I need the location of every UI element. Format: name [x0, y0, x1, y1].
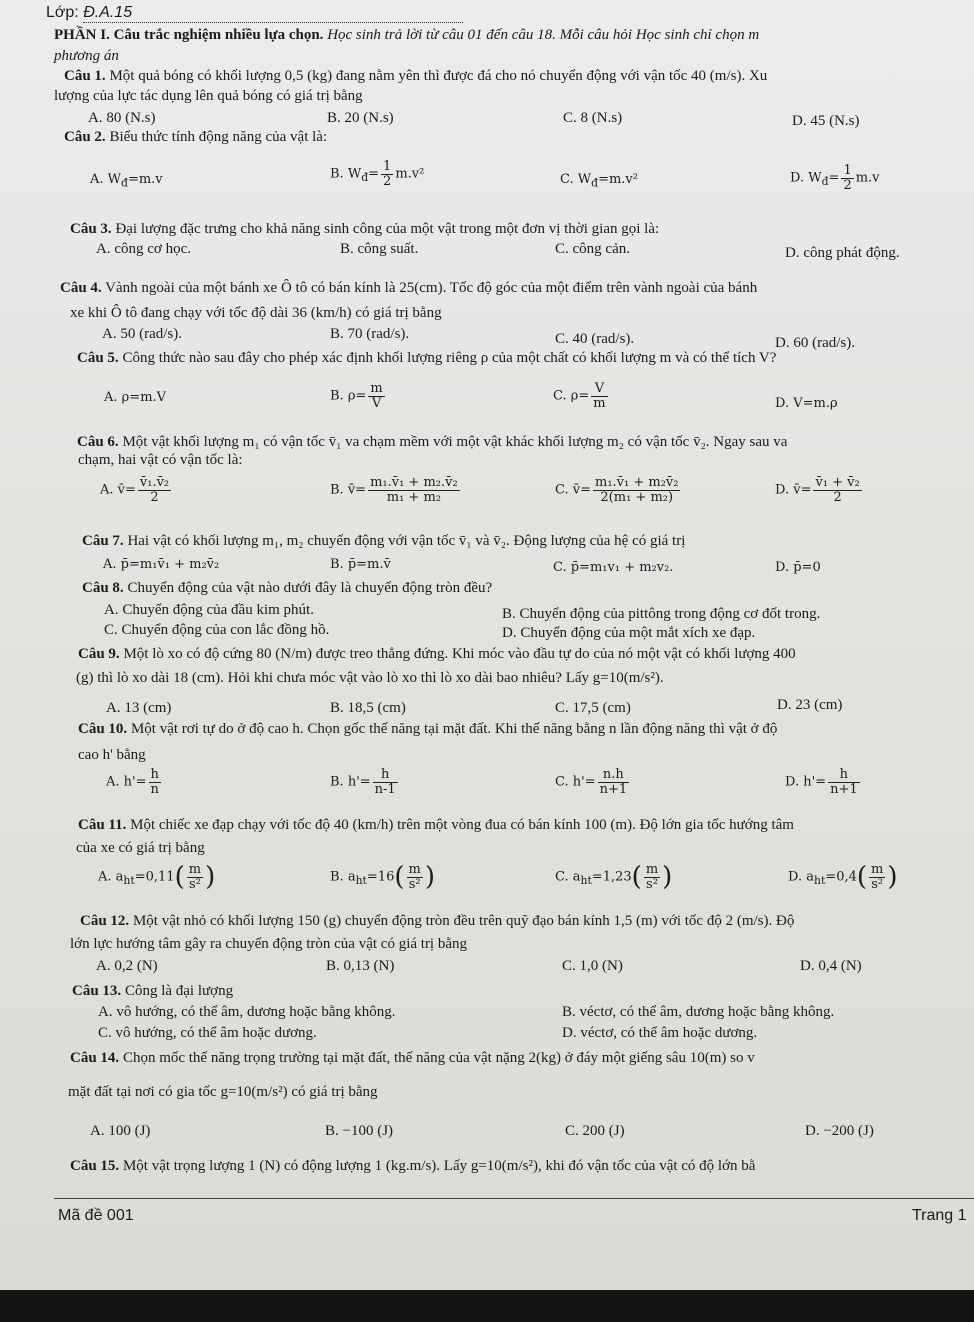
q4-option-b[interactable]: B. 70 (rad/s). [330, 326, 410, 342]
q4-option-c[interactable]: C. 40 (rad/s). [555, 331, 635, 347]
q4-label: Câu 4. [60, 280, 102, 296]
part1-title: PHẦN I. Câu trắc nghiệm nhiều lựa chọn. [54, 27, 324, 43]
q11-text: Một chiếc xe đạp chạy với tốc độ 40 (km/h) trên một vòng đua có bán kính 100 (m). Độ lớn gia tốc hướng tâm [130, 817, 794, 833]
q8-text: Chuyển động của vật nào dưới đây là chuyển động tròn đều? [127, 580, 493, 596]
class-line [46, 4, 974, 23]
q2-label: Câu 2. [64, 129, 106, 145]
q12-label: Câu 12. [80, 913, 130, 929]
q14-label: Câu 14. [70, 1050, 120, 1066]
q12-option-b[interactable]: B. 0,13 (N) [326, 958, 395, 974]
q11-option-c[interactable]: C. $a_{ht}=1,23$( $\frac{m}{\text{s²}}$ ) [555, 861, 673, 892]
question-14 [70, 1050, 974, 1067]
part1-instruction: Học sinh trả lời từ câu 01 đến câu 18. Mỗi câu hỏi Học sinh chỉ chọn m [327, 27, 760, 43]
q12-option-d[interactable]: D. 0,4 (N) [800, 958, 862, 974]
q8-option-b[interactable]: B. Chuyển động của pittông trong động cơ đốt trong. [502, 606, 821, 622]
q9-option-c[interactable]: C. 17,5 (cm) [555, 700, 631, 716]
q9-option-a[interactable]: A. 13 (cm) [106, 700, 172, 716]
q1-option-a[interactable]: A. 80 (N.s) [88, 110, 156, 126]
question-13 [72, 983, 974, 1000]
q13-option-c[interactable]: C. vô hướng, có thể âm hoặc dương. [98, 1025, 317, 1041]
q4-option-d[interactable]: D. 60 (rad/s). [775, 335, 855, 351]
q8-label: Câu 8. [82, 580, 124, 596]
q1-option-d[interactable]: D. 45 (N.s) [792, 113, 860, 129]
q5-text: Công thức nào sau đây cho phép xác định khối lượng riêng ρ của một chất có khối lượng m và có thể tích V? [122, 350, 777, 366]
q14-text-2: mặt đất tại nơi có gia tốc g=10(m/s²) có giá trị bằng [68, 1084, 378, 1100]
q6-text: Một vật khối lượng m₁ có vận tốc v̄₁ va chạm mềm với một vật khác khối lượng m₂ có vận tốc v̄₂. Ngay sau va [122, 434, 788, 450]
q11-text-2: của xe có giá trị bằng [76, 840, 205, 856]
class-value: Đ.A.15 [83, 4, 463, 23]
question-3 [70, 221, 974, 238]
q8-option-c[interactable]: C. Chuyển động của con lắc đồng hồ. [104, 622, 330, 638]
q6-text-2: chạm, hai vật có vận tốc là: [78, 452, 243, 468]
question-15 [70, 1158, 974, 1175]
q4-option-a[interactable]: A. 50 (rad/s). [102, 326, 182, 342]
question-4 [60, 280, 974, 297]
q3-option-b[interactable]: B. công suất. [340, 241, 419, 257]
q10-label: Câu 10. [78, 721, 128, 737]
q2-option-a[interactable]: A. $W_đ=m.v$ [90, 172, 163, 190]
q4-text-2: xe khi Ô tô đang chạy với tốc độ dài 36 (km/h) có giá trị bằng [70, 305, 442, 321]
q10-text: Một vật rơi tự do ở độ cao h. Chọn gốc thế năng tại mặt đất. Khi thế năng bằng n lần động năng thì vật ở độ [130, 721, 778, 737]
q11-label: Câu 11. [78, 817, 127, 833]
q5-label: Câu 5. [77, 350, 119, 366]
q8-option-a[interactable]: A. Chuyển động của đầu kim phút. [104, 602, 314, 618]
q14-option-c[interactable]: C. 200 (J) [565, 1123, 625, 1139]
q3-option-c[interactable]: C. công cản. [555, 241, 630, 257]
q13-label: Câu 13. [72, 983, 122, 999]
q1-text-2: lượng của lực tác dụng lên quả bóng có giá trị bằng [54, 88, 363, 104]
q3-option-d[interactable]: D. công phát động. [785, 245, 900, 261]
question-8 [82, 580, 974, 597]
q5-option-c[interactable]: C. ρ= $\frac{V}{m}$ [553, 381, 606, 411]
part1-heading [54, 27, 974, 44]
q7-option-a[interactable]: A. p̄=m₁v̄₁ + m₂v̄₂ [103, 557, 220, 572]
q6-option-d[interactable]: D. v̄= $\frac{\text{v̄₁ + v̄₂}}{2}$ [775, 475, 860, 505]
q12-option-a[interactable]: A. 0,2 (N) [96, 958, 158, 974]
exam-code: Mã đề 001 [58, 1207, 134, 1224]
question-12 [80, 913, 974, 930]
question-9 [78, 646, 974, 663]
q8-option-d[interactable]: D. Chuyển động của một mắt xích xe đạp. [502, 625, 756, 641]
q10-text-2: cao h' bằng [78, 747, 146, 763]
q3-text: Đại lượng đặc trưng cho khả năng sinh công của một vật trong một đơn vị thời gian gọi là: [115, 221, 660, 237]
question-10 [78, 721, 974, 738]
q5-option-a[interactable]: A. ρ=m.V [104, 390, 167, 405]
q14-option-b[interactable]: B. −100 (J) [325, 1123, 394, 1139]
q13-option-a[interactable]: A. vô hướng, có thể âm, dương hoặc bằng không. [98, 1004, 396, 1020]
footer-divider [54, 1198, 974, 1199]
q12-text-2: lớn lực hướng tâm gây ra chuyển động tròn của vật có giá trị bằng [70, 936, 468, 952]
q7-text: Hai vật có khối lượng m₁, m₂ chuyển động với vận tốc v̄₁ và v̄₂. Động lượng của hệ có giá trị [127, 533, 686, 549]
question-2 [64, 129, 974, 146]
q15-label: Câu 15. [70, 1158, 120, 1174]
q2-option-d[interactable]: D. $W_đ=$ $\frac{1}{2}$ m.v [790, 163, 880, 193]
question-7 [82, 533, 974, 550]
class-label: Lớp: [46, 4, 79, 21]
question-11 [78, 817, 974, 834]
photo-dark-edge [0, 1290, 974, 1322]
q13-option-b[interactable]: B. véctơ, có thể âm, dương hoặc bằng không. [562, 1004, 835, 1020]
q3-option-a[interactable]: A. công cơ học. [96, 241, 191, 257]
q6-option-c[interactable]: C. v̄= $\frac{\text{m₁.v̄₁ + m₂v̄₂}}{\text{2(m₁ + m₂)}}$ [555, 475, 679, 505]
q12-option-c[interactable]: C. 1,0 (N) [562, 958, 623, 974]
q3-label: Câu 3. [70, 221, 112, 237]
q9-text: Một lò xo có độ cứng 80 (N/m) được treo thẳng đứng. Khi móc vào đầu tự do của nó một vật có khối lượng 400 [123, 646, 796, 662]
q14-text: Chọn mốc thế năng trọng trường tại mặt đất, thế năng của vật nặng 2(kg) ở đáy một giếng sâu 10(m) so v [122, 1050, 755, 1066]
q14-option-a[interactable]: A. 100 (J) [90, 1123, 151, 1139]
q15-text: Một vật trọng lượng 1 (N) có động lượng 1 (kg.m/s). Lấy g=10(m/s²), khi đó vận tốc của vật có độ lớn bằ [122, 1158, 756, 1174]
question-1 [64, 68, 974, 85]
q1-option-b[interactable]: B. 20 (N.s) [327, 110, 394, 126]
q10-option-a[interactable]: A. h'= $\frac{h}{n}$ [106, 767, 159, 797]
q7-label: Câu 7. [82, 533, 124, 549]
q2-option-b[interactable]: B. $W_đ=$ $\frac{1}{2}$ m.v² [330, 159, 425, 189]
q2-text: Biểu thức tính động năng của vật là: [109, 129, 328, 145]
q1-text: Một quả bóng có khối lượng 0,5 (kg) đang nằm yên thì được đá cho nó chuyển động với vận tốc 40 (m/s). Xu [109, 68, 768, 84]
q9-label: Câu 9. [78, 646, 120, 662]
q1-label: Câu 1. [64, 68, 106, 84]
q5-option-b[interactable]: B. ρ= $\frac{m}{V}$ [330, 381, 383, 411]
q9-option-d[interactable]: D. 23 (cm) [777, 697, 843, 713]
q4-text: Vành ngoài của một bánh xe Ô tô có bán kính là 25(cm). Tốc độ góc của một điểm trên vành ngoài của bánh [105, 280, 758, 296]
question-5 [77, 350, 974, 367]
q9-option-b[interactable]: B. 18,5 (cm) [330, 700, 406, 716]
q6-option-b[interactable]: B. v̄= $\frac{\text{m₁.v̄₁ + m₂.v̄₂}}{\text{m₁ + m₂}}$ [330, 475, 458, 505]
q7-option-c[interactable]: C. p̄=m₁v₁ + m₂v₂. [553, 560, 674, 575]
q2-option-c[interactable]: C. $W_đ=m.v^2$ [560, 172, 638, 190]
q13-option-d[interactable]: D. véctơ, có thể âm hoặc dương. [562, 1025, 758, 1041]
q7-option-d[interactable]: D. p̄=0 [775, 560, 821, 575]
part1-instruction-2: phương án [54, 48, 119, 64]
q11-option-d[interactable]: D. $a_{ht}=0,4$( $\frac{m}{\text{s²}}$ ) [788, 861, 898, 892]
q10-option-d[interactable]: D. h'= $\frac{h}{n+1}$ [785, 767, 858, 797]
q10-option-b[interactable]: B. h'= $\frac{h}{n-1}$ [330, 767, 396, 797]
q10-option-c[interactable]: C. h'= $\frac{n.h}{n+1}$ [555, 767, 628, 797]
q11-option-a[interactable]: A. $a_{ht}=0,11$( $\frac{m}{\text{s²}}$ ) [98, 861, 216, 892]
q9-text-2: (g) thì lò xo dài 18 (cm). Hỏi khi chưa móc vật vào lò xo thì lò xo dài bao nhiêu? Lấy g=10(m/s²). [76, 670, 664, 686]
q5-option-d[interactable]: D. V=m.ρ [775, 396, 838, 411]
q11-option-b[interactable]: B. $a_{ht}=16$( $\frac{m}{\text{s²}}$ ) [330, 861, 435, 892]
q13-text: Công là đại lượng [124, 983, 234, 999]
q7-option-b[interactable]: B. p̄=m.v̄ [330, 557, 391, 572]
q1-option-c[interactable]: C. 8 (N.s) [563, 110, 623, 126]
page-number: Trang 1 [912, 1207, 967, 1224]
q6-label: Câu 6. [77, 434, 119, 450]
q14-option-d[interactable]: D. −200 (J) [805, 1123, 874, 1139]
question-6 [77, 434, 974, 451]
q6-option-a[interactable]: A. v̄= $\frac{\text{v̄₁.v̄₂}}{2}$ [100, 475, 170, 505]
q12-text: Một vật nhỏ có khối lượng 150 (g) chuyển động tròn đều trên quỹ đạo bán kính 1,5 (m) với tốc độ 2 (m/s). Độ [132, 913, 795, 929]
